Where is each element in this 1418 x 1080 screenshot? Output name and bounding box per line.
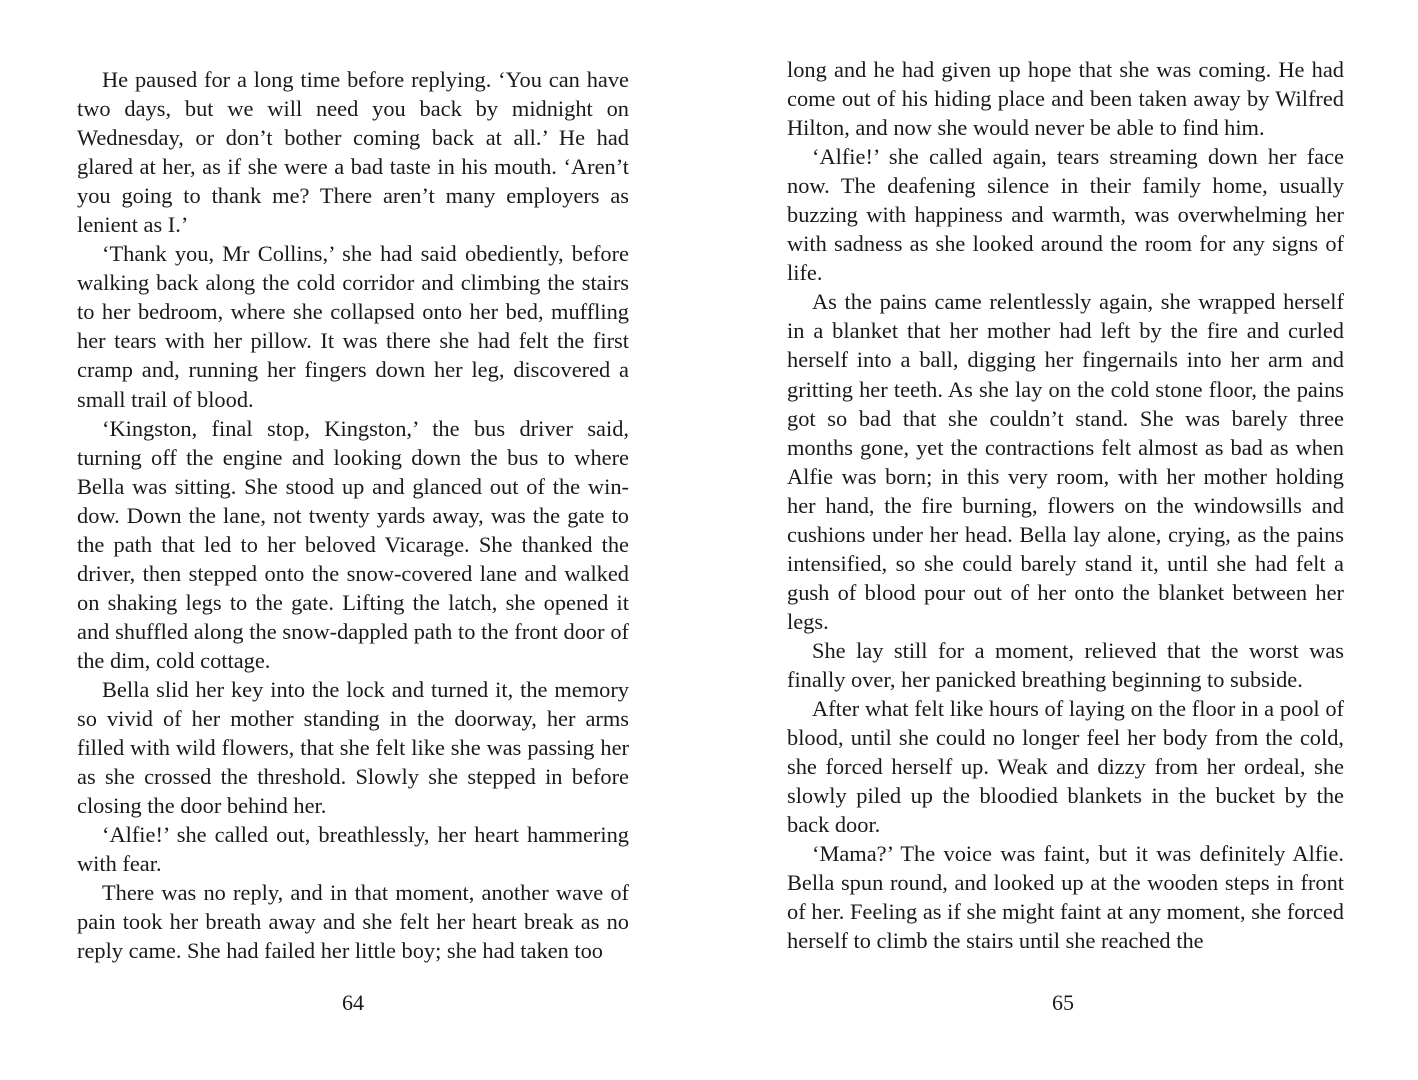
left-page-text <box>77 65 629 965</box>
page-number: 65 <box>1052 990 1074 1015</box>
paragraph: There was no reply, and in that moment, another wave of pain took her breath away and she felt her heart break as no reply came. She had failed her little boy; she had taken too <box>77 880 629 964</box>
page-number: 64 <box>342 990 364 1015</box>
paragraph: Bella slid her key into the lock and turned it, the memory so vivid of her mother standing in the doorway, her arms filled with wild flowers, that she felt like she was passing her as she crossed the threshold. Slowly she stepped in before closing the door behind her. <box>77 676 629 819</box>
paragraph: ‘Alfie!’ she called again, tears streaming down her face now. The deafening silence in their family home, usually buzzing with happiness and warmth, was overwhelming her with sadness as she looked around the room for any signs of life. <box>787 144 1344 286</box>
paragraph: ‘Alfie!’ she called out, breathlessly, her heart hammering with fear. <box>77 822 629 877</box>
paragraph: He paused for a long time before replying. ‘You can have two days, but we will need you back by midnight on Wednesday, or don’t bother coming back at all.’ He had glared at her, as if she were a bad taste in his mouth. ‘Aren’t you going to thank me? There aren’t many employers as lenient as I.’ <box>77 67 629 238</box>
paragraph: As the pains came relentlessly again, she wrapped herself in a blanket that her mother had left by the fire and curled herself into a ball, digging her fingernails into her arm and gritting her teeth. As she lay on the cold stone floor, the pains got so bad that she couldn’t stand. She was barely three months gone, yet the contractions felt almost as bad as when Alfie was born; in this very room, with her mother holding her hand, the fire burning, flowers on the windowsills and cushions under her head. Bella lay alone, crying, as the pains intensified, so she could barely stand it, until she had felt a gush of blood pour out of her onto the blanket between her legs. <box>787 289 1344 634</box>
paragraph: She lay still for a moment, relieved that the worst was finally over, her panicked breathing beginning to subside. <box>787 637 1344 692</box>
paragraph: ‘Kingston, final stop, Kingston,’ the bus driver said, turning off the engine and looking down the bus to where Bella was sitting. She stood up and glanced out of the window. Down the lane, not twenty yards away, was the gate to the path that led to her beloved Vicarage. She thanked the driver, then stepped onto the snow-covered lane and walked on shaking legs to the gate. Lifting the latch, she opened it and shuffled along the snow-dappled path to the front door of the dim, cold cottage. <box>77 415 629 673</box>
paragraph: After what felt like hours of laying on the floor in a pool of blood, until she could no longer feel her body from the cold, she forced herself up. Weak and dizzy from her ordeal, she slowly piled up the bloodied blankets in the bucket by the back door. <box>787 696 1344 838</box>
right-page-text <box>787 55 1344 955</box>
paragraph: ‘Thank you, Mr Collins,’ she had said obediently, before walking back along the cold corridor and climbing the stairs to her bedroom, where she collapsed onto her bed, muffling her tears with her pillow. It was there she had felt the first cramp and, running her fingers down her leg, discovered a small trail of blood. <box>77 241 629 412</box>
paragraph-continued: long and he had given up hope that she was coming. He had come out of his hiding place and been taken away by Wilfred Hilton, and now she would never be able to find him. <box>787 57 1344 141</box>
right-page <box>709 0 1418 1080</box>
paragraph: ‘Mama?’ The voice was faint, but it was definitely Alfie. Bella spun round, and looked up at the wooden steps in front of her. Feeling as if she might faint at any moment, she forced herself to climb the stairs until she reached the <box>787 841 1344 954</box>
